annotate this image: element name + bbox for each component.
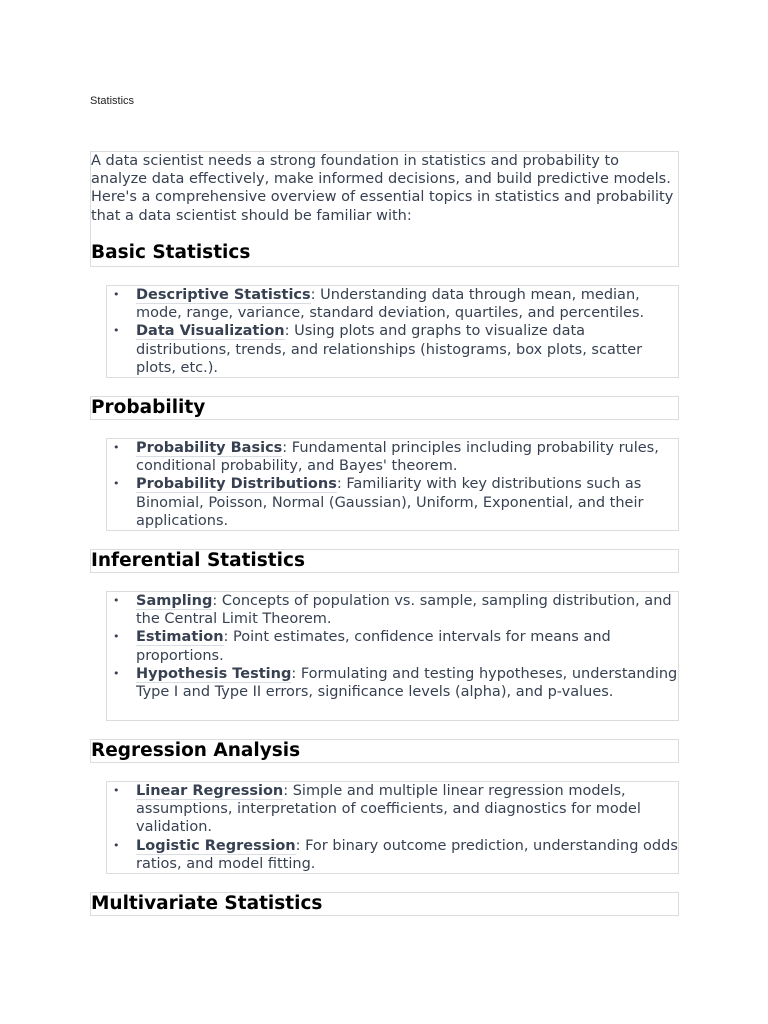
item-text: : Using plots and graphs to visualize data distributions, trends, and relationships (histograms, box plots, scatter plots, etc.). — [136, 323, 643, 376]
document-content — [90, 151, 679, 916]
term-link[interactable]: Descriptive Statistics — [136, 287, 311, 303]
bullet-icon: • — [113, 630, 120, 644]
item-text: : Familiarity with key distributions such as Binomial, Poisson, Normal (Gaussian), Uniform, Exponential, and their applications. — [136, 476, 644, 529]
list-item — [107, 439, 678, 475]
section-list-probability — [106, 438, 679, 531]
term-link[interactable]: Sampling — [136, 593, 213, 609]
item-text: : Understanding data through mean, median, mode, range, variance, standard deviation, quartiles, and percentiles. — [136, 287, 645, 322]
term-link[interactable]: Estimation — [136, 629, 224, 646]
bullet-icon: • — [113, 666, 120, 680]
item-text: : Concepts of population vs. sample, sampling distribution, and the Central Limit Theorem. — [136, 593, 672, 628]
intro-paragraph: A data scientist needs a strong foundation in statistics and probability to analyze data effectively, make informed decisions, and build predictive models. Here's a comprehensive overview of essential topics in statistics and probability that a data scientist should be familiar with: — [91, 153, 674, 224]
term-link[interactable]: Probability Distributions — [136, 476, 337, 493]
bullet-icon: • — [113, 288, 120, 301]
bullet-icon: • — [113, 594, 120, 607]
item-text: : Point estimates, confidence intervals for means and proportions. — [136, 629, 611, 664]
section-heading-basic-statistics: Basic Statistics — [91, 241, 251, 263]
section-heading-regression-analysis: Regression Analysis — [90, 739, 679, 763]
term-link[interactable]: Logistic Regression — [136, 837, 296, 854]
item-text: : For binary outcome prediction, understanding odds ratios, and model fitting. — [136, 837, 678, 872]
item-text: : Formulating and testing hypotheses, understanding Type I and Type II errors, significance levels (alpha), and p-values. — [136, 665, 678, 701]
list-item — [107, 322, 678, 377]
list-item — [107, 837, 678, 873]
section-list-inferential-statistics — [106, 591, 679, 721]
list-item — [107, 592, 678, 628]
item-text: : Fundamental principles including probability rules, conditional probability, and Bayes' theorem. — [136, 440, 659, 475]
term-link[interactable]: Probability Basics — [136, 440, 283, 456]
section-heading-multivariate-statistics: Multivariate Statistics — [90, 892, 679, 916]
term-link[interactable]: Data Visualization — [136, 323, 285, 340]
section-heading-probability: Probability — [90, 396, 679, 420]
bullet-icon: • — [113, 477, 120, 491]
list-item — [107, 475, 678, 530]
term-link[interactable]: Linear Regression — [136, 783, 284, 799]
bullet-icon: • — [113, 838, 120, 852]
intro-block — [90, 151, 679, 267]
section-list-regression-analysis — [106, 781, 679, 874]
bullet-icon: • — [113, 784, 120, 797]
section-list-basic-statistics — [106, 285, 679, 378]
document-title: Statistics — [90, 95, 135, 107]
list-item — [107, 628, 678, 664]
list-item — [107, 665, 678, 701]
list-item — [107, 782, 678, 837]
item-text: : Simple and multiple linear regression models, assumptions, interpretation of coefficients, and diagnostics for model validation. — [136, 783, 641, 836]
bullet-icon: • — [113, 324, 120, 338]
list-item — [107, 286, 678, 322]
term-link[interactable]: Hypothesis Testing — [136, 665, 292, 682]
bullet-icon: • — [113, 441, 120, 454]
section-heading-inferential-statistics: Inferential Statistics — [90, 549, 679, 573]
